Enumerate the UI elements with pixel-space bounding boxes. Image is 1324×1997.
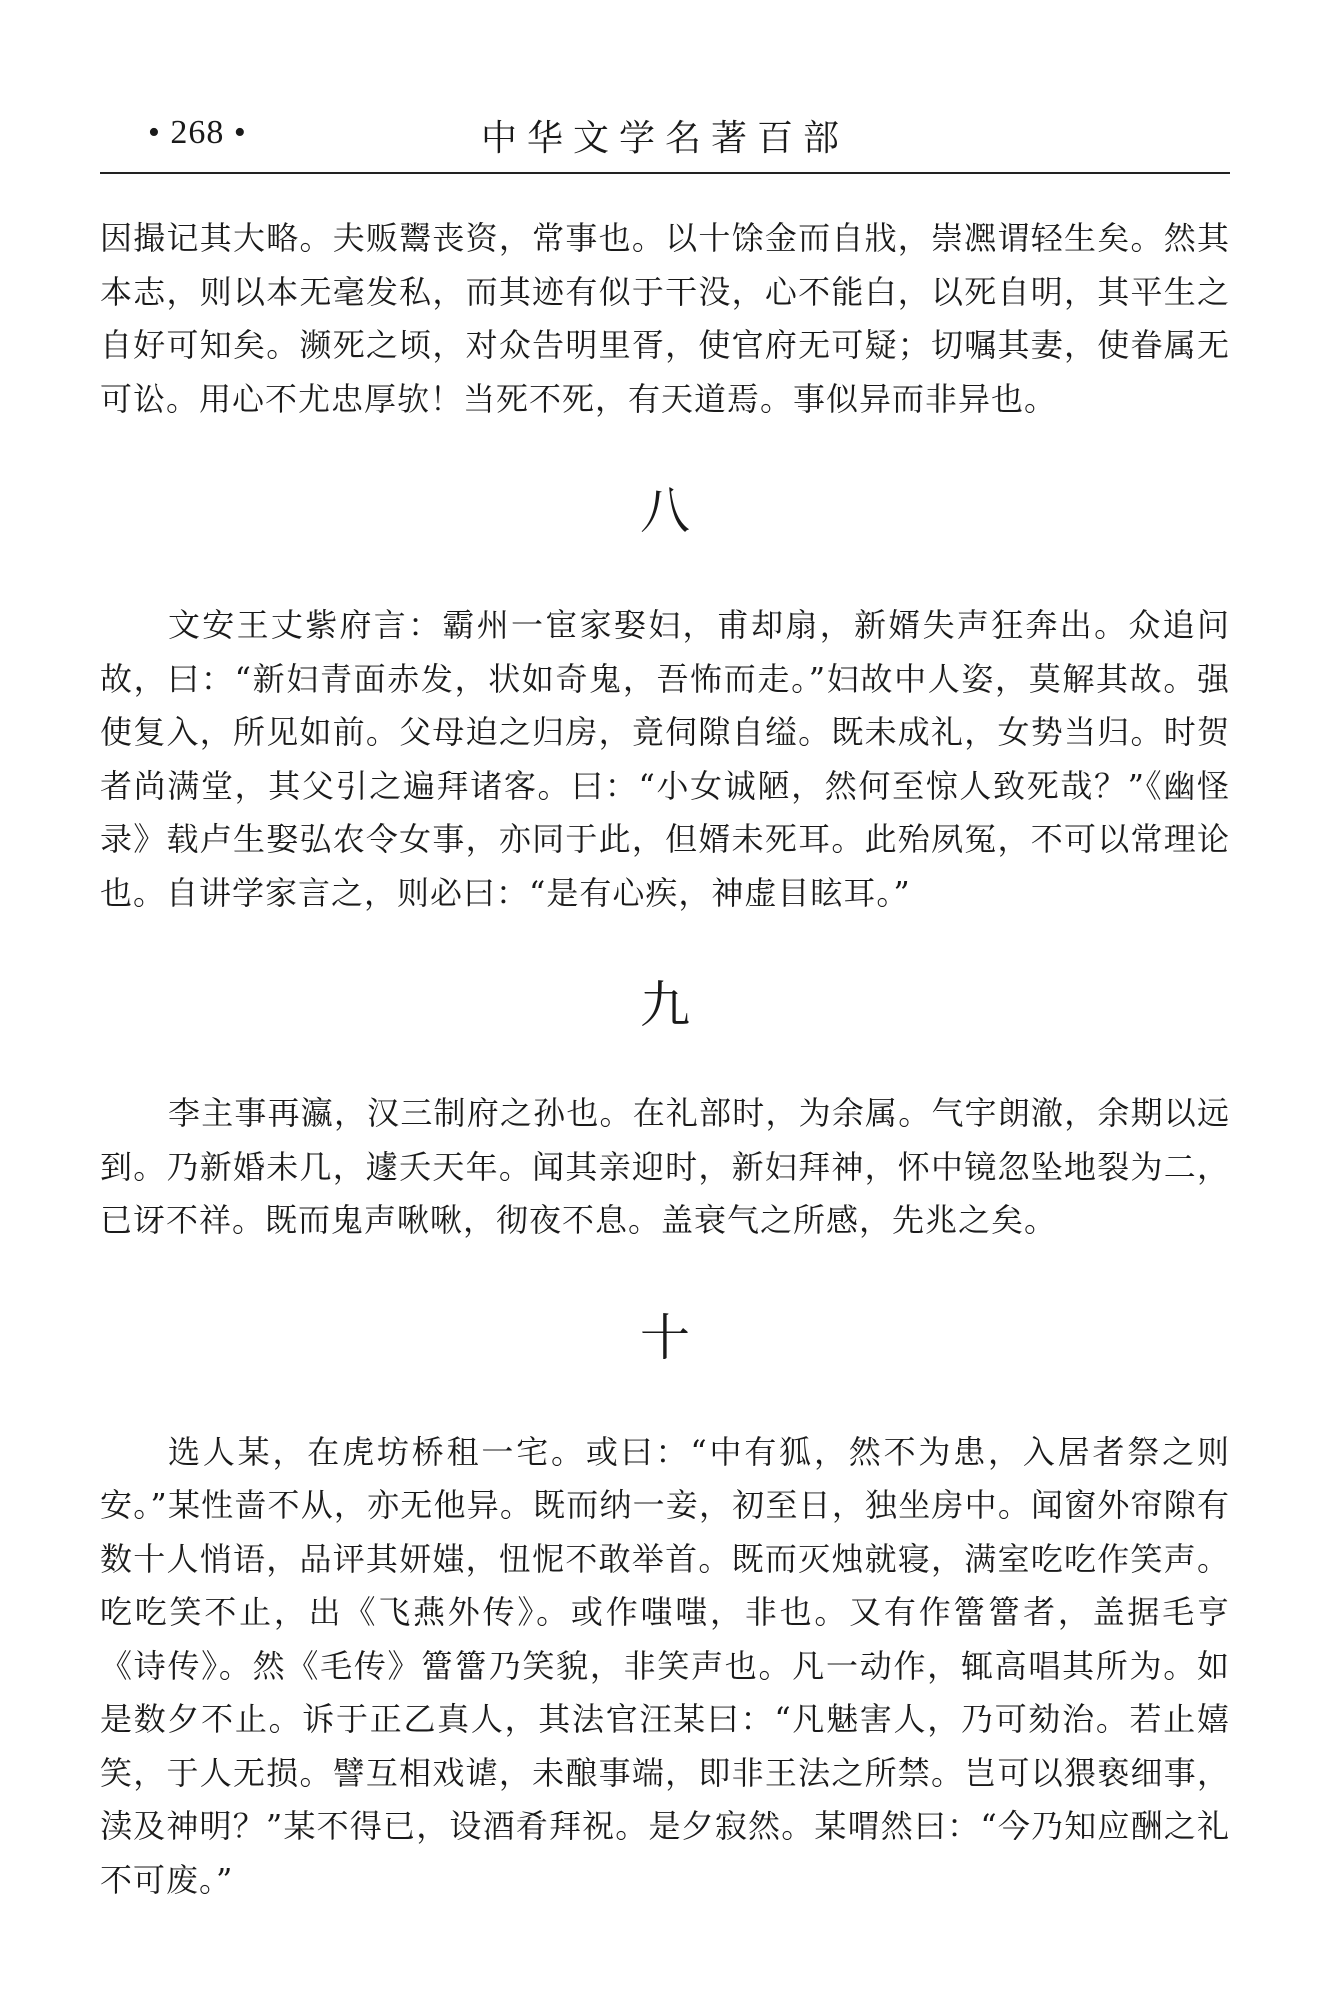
section-heading-10: 十 (640, 1308, 690, 1367)
page-number: • 268 • (148, 114, 247, 151)
section-heading-8: 八 (640, 482, 690, 540)
page-body (100, 212, 1230, 1907)
running-title: 中华文学名著百部 (480, 118, 849, 159)
paragraph-section-9: 李主事再瀛，汉三制府之孙也。在礼部时，为余属。气宇朗澈，余期以远到。乃新婚未几，遽夭天年。闻其亲迎时，新妇拜神，怀中镜忽坠地裂为二，已讶不祥。既而鬼声啾啾，彻夜不息。盖衰气之所感，先兆之矣。 (100, 1094, 1230, 1239)
page-header (100, 110, 1230, 170)
paragraph-section-10: 选人某，在虎坊桥租一宅。或曰：“中有狐，然不为患，入居者祭之则安。”某性啬不从，亦无他异。既而纳一妾，初至日，独坐房中。闻窗外帘隙有数十人悄语，品评其妍媸，忸怩不敢举首。既而灭烛就寝，满室吃吃作笑声。吃吃笑不止，出《飞燕外传》。或作嗤嗤，非也。又有作簹簹者，盖据毛亨《诗传》。然《毛传》簹簹乃笑貌，非笑声也。凡一动作，辄高唱其所为。如是数夕不止。诉于正乙真人，其法官汪某曰：“凡魅害人，乃可劾治。若止嬉笑，于人无损。譬互相戏谑，未酿事端，即非王法之所禁。岂可以猥亵细事，渎及神明？”某不得已，设酒肴拜祝。是夕寂然。某喟然曰：“今乃知应酬之礼不可废。” (100, 1432, 1230, 1899)
section-heading-9: 九 (640, 976, 690, 1034)
paragraph-continued: 因撮记其大略。夫贩鬻丧资，常事也。以十馀金而自戕，崇凞谓轻生矣。然其本志，则以本无毫发私，而其迹有似于干没，心不能白，以死自明，其平生之自好可知矣。濒死之顷，对众告明里胥，使官府无可疑；切嘱其妻，使眷属无可讼。用心不尤忠厚欤！当死不死，有天道焉。事似异而非异也。 (100, 219, 1230, 418)
paragraph-section-8: 文安王丈紫府言：霸州一宦家娶妇，甫却扇，新婿失声狂奔出。众追问故，曰：“新妇青面赤发，状如奇鬼，吾怖而走。”妇故中人姿，莫解其故。强使复入，所见如前。父母迫之归房，竟伺隙自缢。既未成礼，女势当归。时贺者尚满堂，其父引之遍拜诸客。曰：“小女诚陋，然何至惊人致死哉？”《幽怪录》载卢生娶弘农令女事，亦同于此，但婿未死耳。此殆夙冤，不可以常理论也。自讲学家言之，则必曰：“是有心疾，神虚目眩耳。” (100, 606, 1230, 912)
header-rule (100, 172, 1230, 174)
